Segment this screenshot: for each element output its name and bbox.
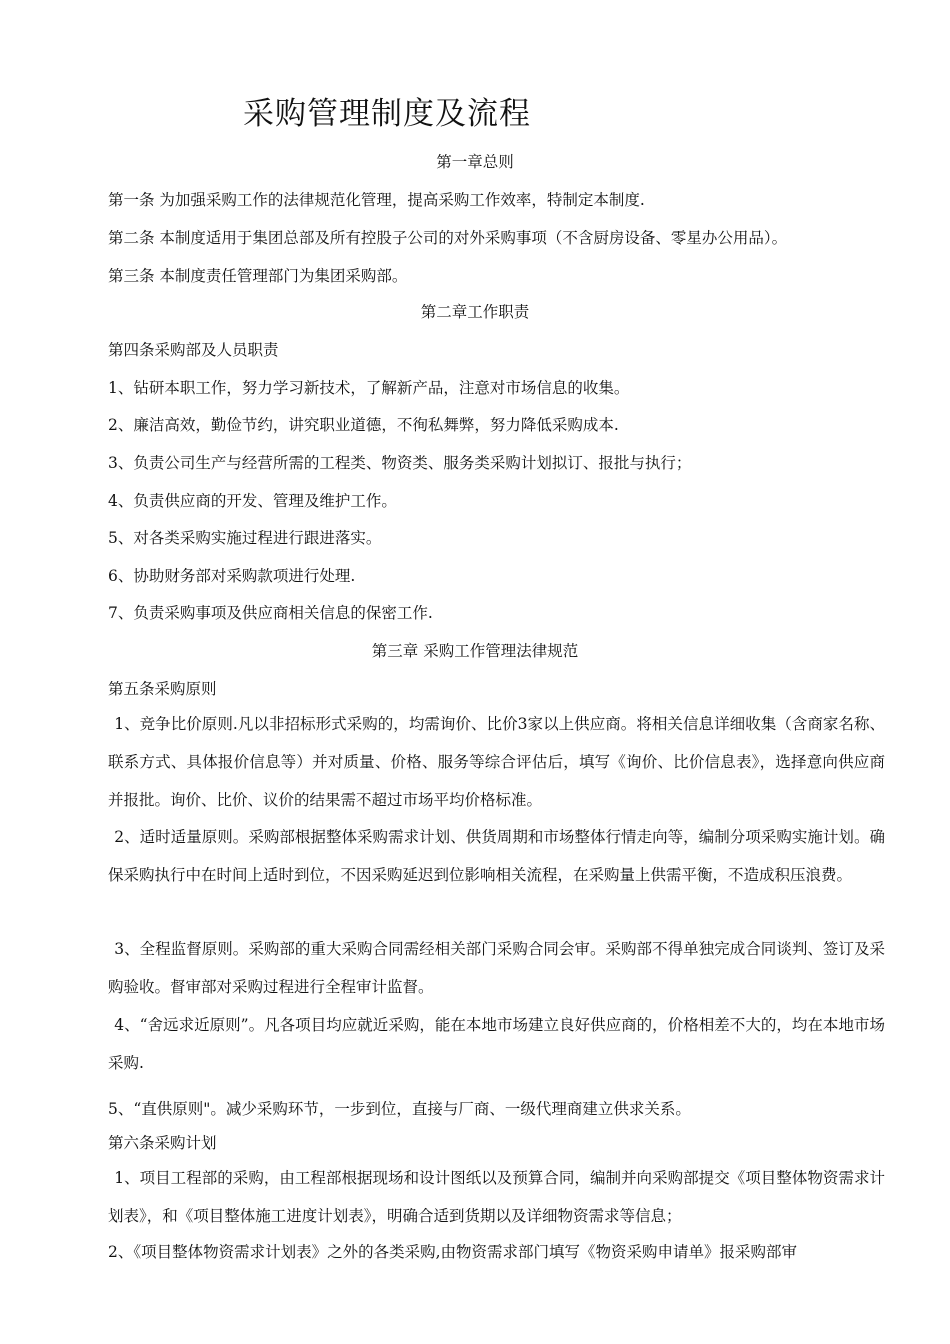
article-3: 第三条 本制度责任管理部门为集团采购部。 [108,267,408,285]
principle-paragraph: 2、适时适量原则。采购部根据整体采购需求计划、供货周期和市场整体行情走向等，编制分项采购实施计划。确保采购执行中在时间上适时到位，不因采购延迟到位影响相关流程，在采购量上供需平衡，不造成积压浪费。 [108,828,885,884]
principle-paragraph: 4、“舍远求近原则”。凡各项目均应就近采购，能在本地市场建立良好供应商的，价格相差不大的，均在本地市场采购. [108,1016,885,1072]
chapter-2-heading: 第二章工作职责 [420,303,530,321]
duty-item: 6、协助财务部对采购款项进行处理. [108,567,356,585]
article-2: 第二条 本制度适用于集团总部及所有控股子公司的对外采购事项（不含厨房设备、零星办公用品）。 [108,229,788,247]
chapter-3-heading: 第三章 采购工作管理法律规范 [371,642,579,660]
article-5-heading: 第五条采购原则 [108,680,217,698]
duty-item: 4、负责供应商的开发、管理及维护工作。 [108,492,397,510]
duty-item: 7、负责采购事项及供应商相关信息的保密工作. [108,604,433,622]
principle-paragraph: 1、竞争比价原则.凡以非招标形式采购的，均需询价、比价3家以上供应商。将相关信息详细收集（含商家名称、联系方式、具体报价信息等）并对质量、价格、服务等综合评估后，填写《询价、比价信息表》，选择意向供应商并报批。询价、比价、议价的结果需不超过市场平均价格标准。 [108,715,885,809]
principle-paragraph: 5、“直供原则"。减少采购环节，一步到位，直接与厂商、一级代理商建立供求关系。 [108,1100,691,1118]
duty-item: 1、钻研本职工作，努力学习新技术，了解新产品，注意对市场信息的收集。 [108,379,630,397]
document-title: 采购管理制度及流程 [243,96,531,132]
duty-item: 2、廉洁高效，勤俭节约，讲究职业道德，不徇私舞弊，努力降低采购成本. [108,416,619,434]
duty-item: 5、对各类采购实施过程进行跟进落实。 [108,529,382,547]
plan-paragraph: 2、《项目整体物资需求计划表》之外的各类采购,由物资需求部门填写《物资采购申请单》报采购部审 [108,1243,798,1261]
article-4-heading: 第四条采购部及人员职责 [108,341,279,359]
article-6-heading: 第六条采购计划 [108,1134,217,1152]
principle-paragraph: 3、全程监督原则。采购部的重大采购合同需经相关部门采购合同会审。采购部不得单独完成合同谈判、签订及采购验收。督审部对采购过程进行全程审计监督。 [108,940,885,996]
plan-paragraph: 1、项目工程部的采购，由工程部根据现场和设计图纸以及预算合同，编制并向采购部提交《项目整体物资需求计划表》，和《项目整体施工进度计划表》，明确合适到货期以及详细物资需求等信息； [108,1169,885,1225]
article-1: 第一条 为加强采购工作的法律规范化管理，提高采购工作效率，特制定本制度. [108,191,645,209]
duty-item: 3、负责公司生产与经营所需的工程类、物资类、服务类采购计划拟订、报批与执行； [108,454,692,472]
chapter-1-heading: 第一章总则 [436,153,514,171]
